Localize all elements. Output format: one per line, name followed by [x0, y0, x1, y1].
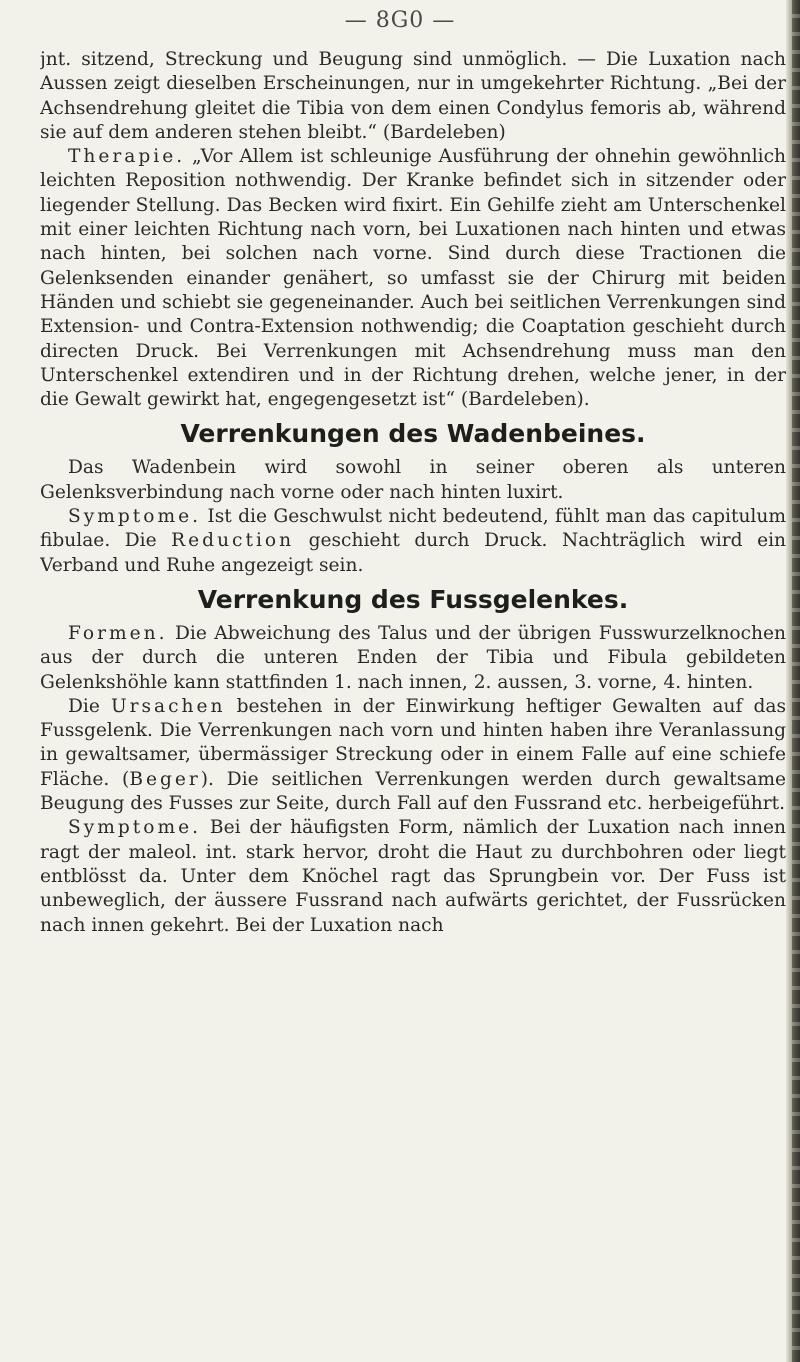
therapy-lead: Therapie. — [68, 146, 186, 168]
text-block — [40, 48, 786, 1328]
fibula-heading: Verrenkungen des Wadenbeines. — [180, 419, 646, 449]
ankle-causes-prefix: Die — [68, 695, 100, 717]
ankle-symptoms-text: Bei der häufigsten Form, nämlich der Luxation nach innen ragt der maleol. int. stark hervor, droht die Haut zu durchbohren oder liegt entblösst da. Unter dem Knöchel ragt das Sprungbein vor. Der Fuss ist unbeweglich, der äussere Fussrand nach aufwärts gerichtet, der Fussrücken nach innen gekehrt. Bei der Luxation nach — [40, 817, 786, 936]
knee-luxation-paragraph: jnt. sitzend, Streckung und Beugung sind unmöglich. — Die Luxation nach Aussen zeigt dieselben Erscheinungen, nur in umgekehrter Richtung. „Bei der Achsendrehung gleitet die Tibia von dem einen Condylus femoris ab, während sie auf dem anderen stehen bleibt.“ (Bardeleben) — [40, 49, 786, 143]
fibula-symptoms-text: Ist die Geschwulst nicht bedeutend, fühlt man das capitulum fibulae. Die — [40, 506, 786, 552]
ankle-causes-author: Beger — [129, 768, 201, 790]
book-binding-edge — [786, 0, 800, 1362]
page-number: — 8G0 — — [344, 8, 456, 33]
fibula-reduction-text: geschieht durch Druck. Nachträglich wird ein Verband und Ruhe angezeigt sein. — [40, 530, 786, 576]
ankle-causes-lead: Ursachen — [110, 695, 226, 717]
ankle-causes-text-2: ). Die seitlichen Verrenkungen werden durch gewaltsame Beugung des Fusses zur Seite, durch Fall auf den Fussrand etc. herbeigeführt. — [40, 768, 786, 815]
fibula-symptoms-paragraph — [40, 505, 786, 578]
ankle-causes-text: bestehen in der Einwirkung heftiger Gewalten auf das Fussgelenk. Die Verrenkungen nach vorn und hinten haben ihre Veranlassung in gewaltsamer, übermässiger Streckung oder in einem Falle auf eine schiefe Fläche. ( — [40, 695, 786, 790]
binding-strip — [792, 0, 800, 1362]
ankle-forms-lead: Formen. — [68, 622, 168, 644]
ankle-symptoms-lead: Symptome. — [68, 817, 201, 839]
ankle-forms-text: Die Abweichung des Talus und der übrigen Fusswurzelknochen aus der durch die unteren Enden der Tibia und Fibula gebildeten Gelenkshöhle kann stattfinden 1. nach innen, 2. aussen, 3. vorne, 4. hinten. — [40, 622, 786, 693]
ankle-causes-paragraph — [40, 695, 786, 816]
fibula-reduction-lead: Reduction — [171, 530, 295, 552]
ankle-symptoms-paragraph — [40, 816, 786, 937]
fibula-intro-paragraph: Das Wadenbein wird sowohl in seiner oberen als unteren Gelenksverbindung nach vorne oder nach hinten luxirt. — [40, 457, 786, 503]
ankle-heading: Verrenkung des Fussgelenkes. — [197, 584, 629, 614]
ankle-forms-paragraph — [40, 622, 786, 695]
therapy-text: „Vor Allem ist schleunige Ausführung der ohnehin gewöhnlich leichten Reposition nothwendig. Der Kranke befindet sich in sitzender oder liegender Stellung. Das Becken wird fixirt. Ein Gehilfe zieht am Unterschenkel mit einer leichten Richtung nach vorn, bei Luxationen nach hinten und etwas nach hinten, bei solchen nach vorne. Sind durch diese Tractionen die Gelenksenden einander genähert, so umfasst sie der Chirurg mit beiden Händen und schiebt sie gegeneinander. Auch bei seitlichen Verrenkungen sind Extension- und Contra-Extension nothwendig; die Coaptation geschieht durch directen Druck. Bei Verrenkungen mit Achsendrehung muss man den Unterschenkel extendiren und in der Richtung drehen, welche jener, in der die Gewalt gewirkt hat, engegengesetzt ist“ (Bardeleben). — [40, 146, 786, 411]
fibula-symptoms-lead: Symptome. — [68, 506, 201, 528]
knee-therapy-paragraph — [40, 145, 786, 412]
